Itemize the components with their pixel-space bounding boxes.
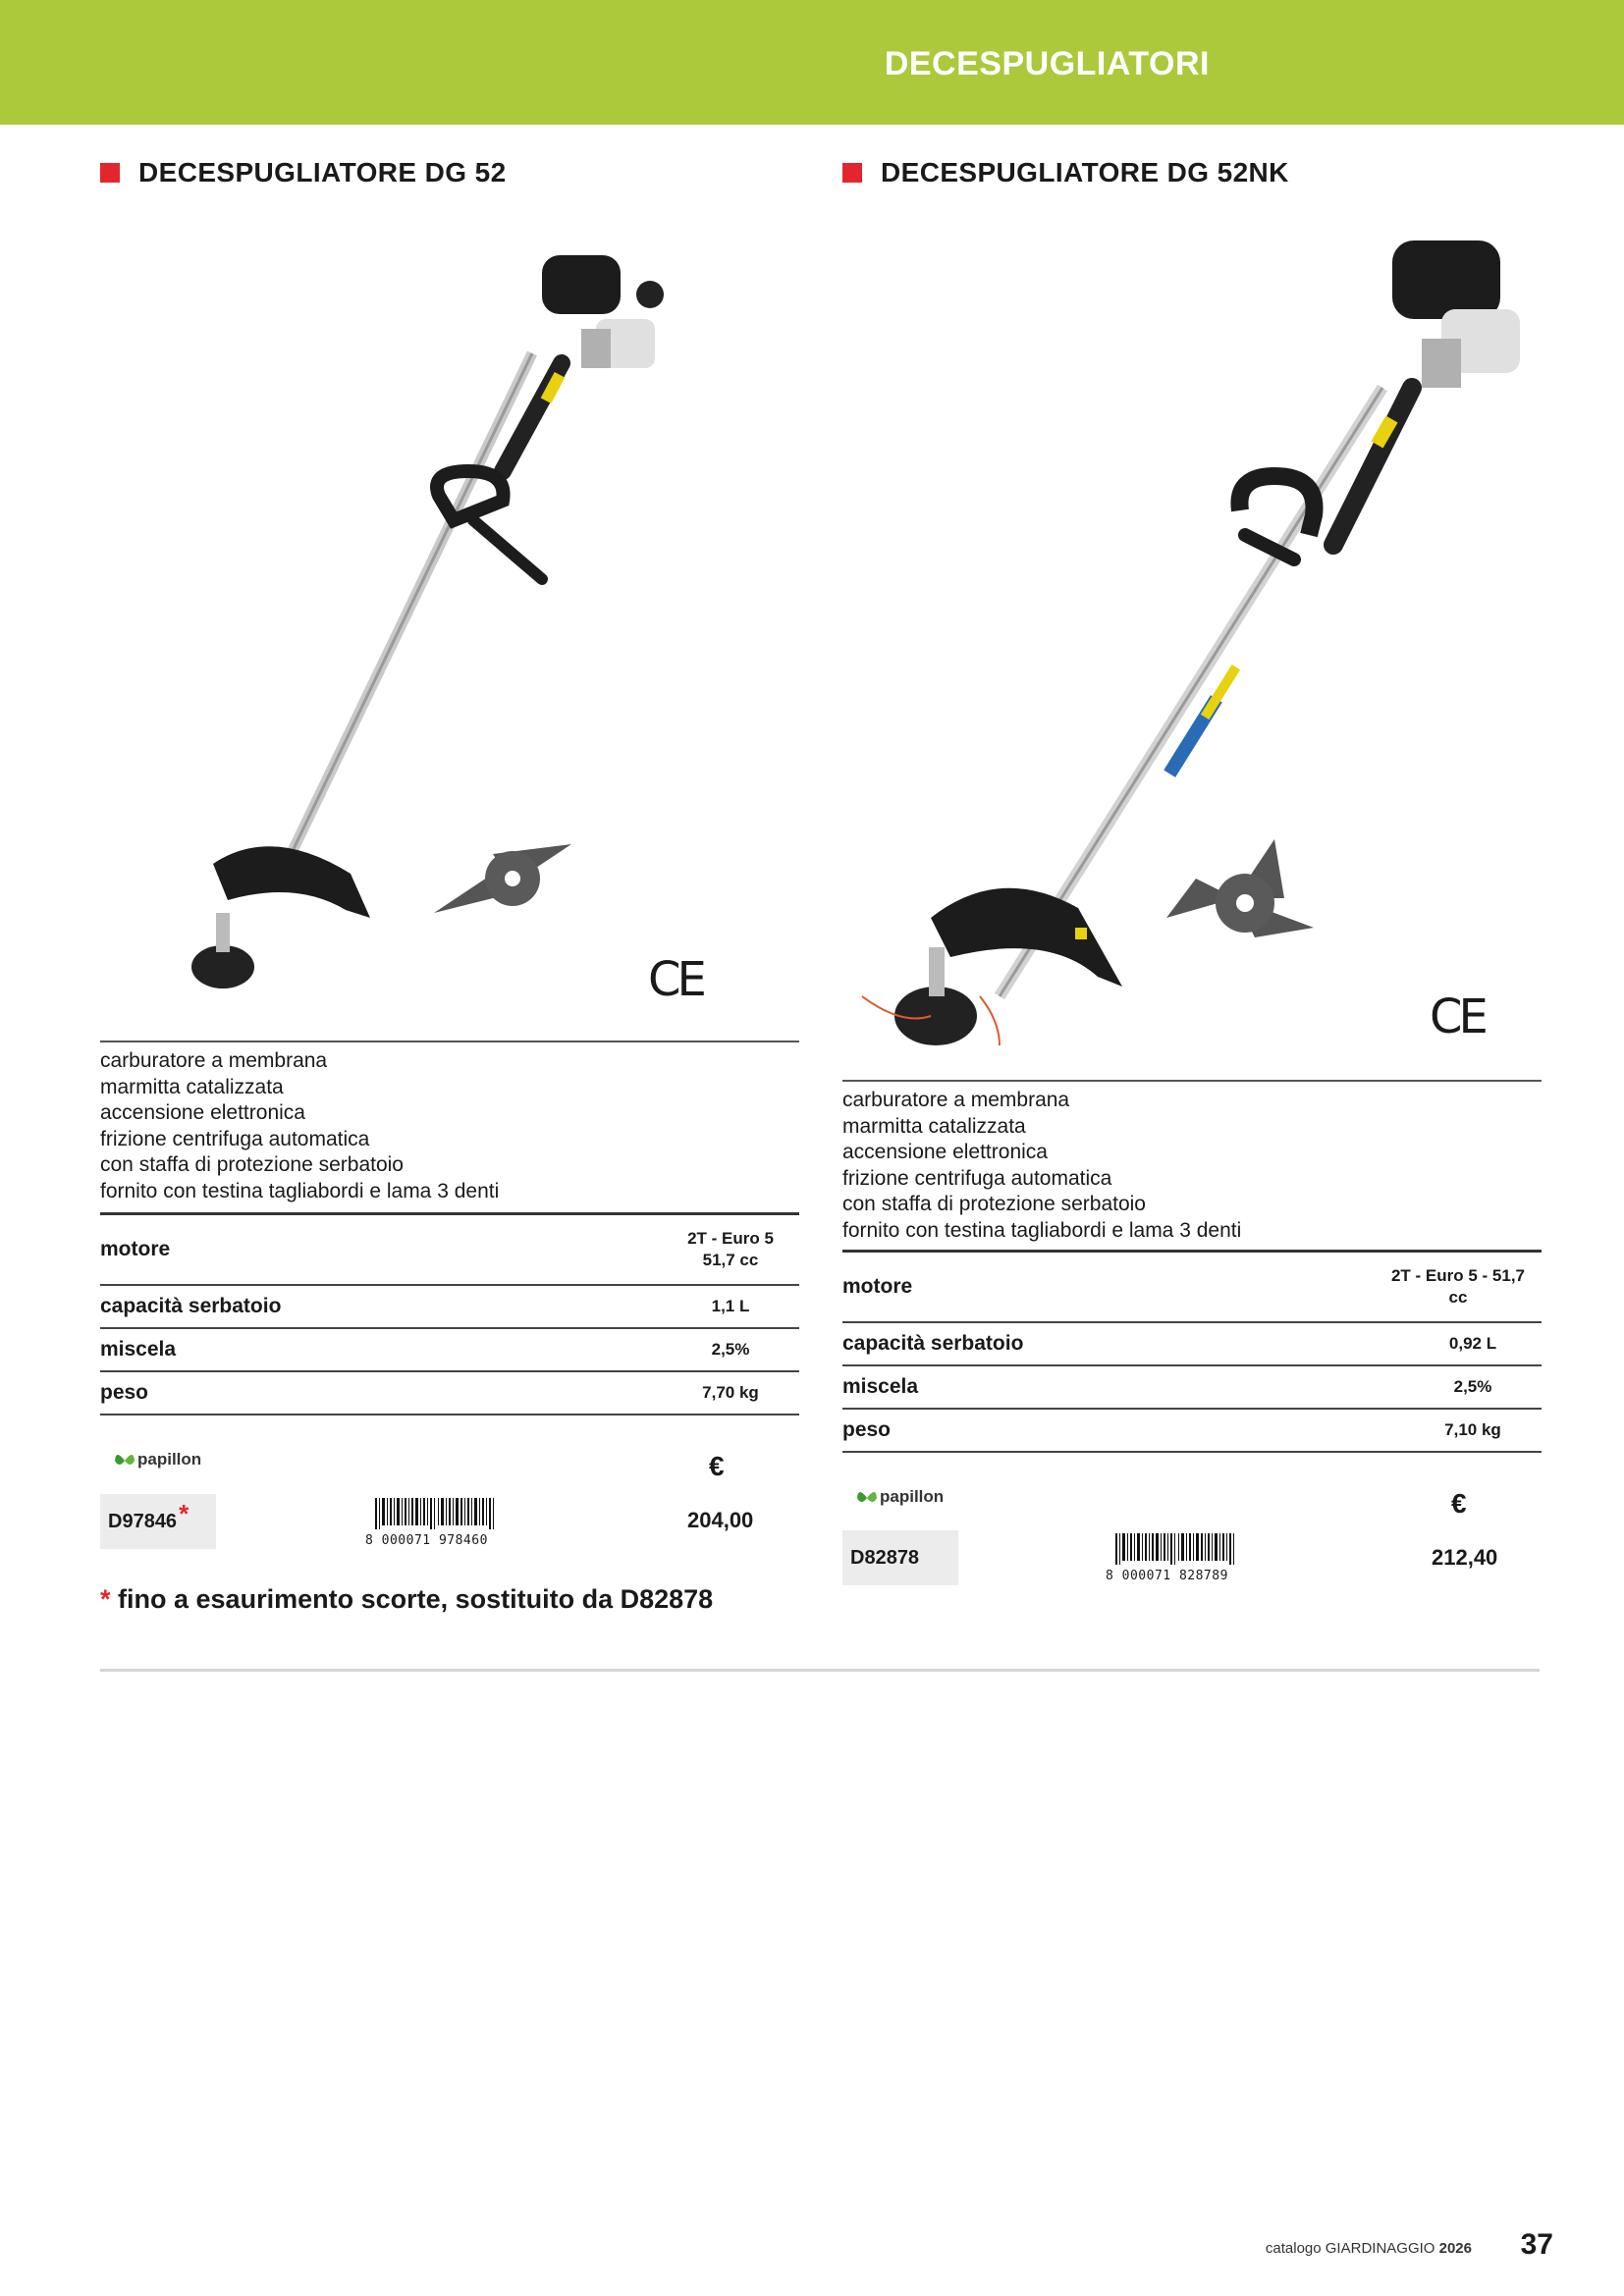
barcode-digits: 8 000071 978460 xyxy=(365,1533,488,1548)
barcode-bars xyxy=(365,1498,513,1529)
price: 212,40 xyxy=(1432,1545,1498,1570)
spec-row xyxy=(842,1366,1542,1410)
spec-value: 1,1 L xyxy=(711,1297,750,1315)
features-list xyxy=(842,1080,1542,1244)
product-title: DECESPUGLIATORE DG 52 xyxy=(138,157,507,187)
feature-item: con staffa di protezione serbatoio xyxy=(100,1153,404,1176)
brand-logo xyxy=(856,1486,944,1508)
specs-table xyxy=(100,1212,799,1415)
product-title-row xyxy=(100,157,507,188)
barcode xyxy=(1106,1533,1253,1583)
spec-label: miscela xyxy=(842,1375,919,1398)
spec-value: 0,92 L xyxy=(1448,1334,1497,1353)
feature-item: marmitta catalizzata xyxy=(842,1114,1026,1138)
spec-row xyxy=(842,1410,1542,1453)
barcode xyxy=(365,1498,513,1548)
brand-logo xyxy=(114,1449,201,1470)
section-title: DECESPUGLIATORI xyxy=(884,45,1210,82)
code-marker: * xyxy=(179,1498,189,1528)
product-dg52 xyxy=(100,0,799,1669)
product-dg52nk xyxy=(842,0,1542,1669)
ce-mark: CE xyxy=(1430,989,1485,1044)
product-title-row xyxy=(842,157,1289,188)
divider xyxy=(100,1669,1540,1672)
spec-row xyxy=(100,1329,799,1372)
feature-item: frizione centrifuga automatica xyxy=(842,1166,1112,1190)
brushcutter-image xyxy=(100,226,799,1031)
feature-item: con staffa di protezione serbatoio xyxy=(842,1193,1146,1215)
footnote-text: fino a esaurimento scorte, sostituito da D82878 xyxy=(118,1584,714,1614)
spec-label: capacità serbatoio xyxy=(100,1295,282,1317)
spec-value: 7,70 kg xyxy=(702,1383,759,1402)
footnote xyxy=(100,1584,713,1615)
spec-label: capacità serbatoio xyxy=(842,1332,1024,1355)
code-text: D97846 xyxy=(108,1510,178,1532)
code-text: D82878 xyxy=(850,1546,920,1569)
catalog-name: catalogo GIARDINAGGIO xyxy=(1265,2240,1435,2257)
brand-name: papillon xyxy=(137,1450,202,1468)
ce-mark: CE xyxy=(648,952,703,1007)
red-square-icon xyxy=(100,163,120,183)
spec-row xyxy=(100,1286,799,1329)
spec-value: 2T - Euro 5 51,7 cc xyxy=(687,1229,774,1269)
product-code xyxy=(100,1494,216,1549)
feature-item: frizione centrifuga automatica xyxy=(100,1127,370,1150)
feature-item: carburatore a membrana xyxy=(100,1049,328,1072)
spec-row xyxy=(842,1323,1542,1366)
barcode-bars xyxy=(1106,1533,1253,1565)
catalog-year: 2026 xyxy=(1438,2240,1472,2257)
spec-label: motore xyxy=(100,1238,171,1260)
brand-name: papillon xyxy=(880,1487,945,1506)
spec-row xyxy=(100,1372,799,1415)
feature-item: carburatore a membrana xyxy=(842,1089,1070,1111)
spec-row xyxy=(100,1215,799,1286)
spec-value: 2,5% xyxy=(711,1340,750,1359)
feature-item: accensione elettronica xyxy=(100,1101,305,1124)
feature-item: marmitta catalizzata xyxy=(100,1075,284,1098)
red-square-icon xyxy=(842,163,862,183)
features-list xyxy=(100,1041,799,1204)
brushcutter-image xyxy=(842,221,1542,1075)
spec-row xyxy=(842,1253,1542,1323)
product-code xyxy=(842,1530,958,1585)
spec-label: peso xyxy=(842,1418,892,1441)
footnote-marker: * xyxy=(100,1584,111,1614)
spec-value: 2,5% xyxy=(1453,1377,1492,1396)
page-number: 37 xyxy=(1520,2228,1553,2261)
feature-item: fornito con testina tagliabordi e lama 3 denti xyxy=(100,1179,500,1202)
butterfly-icon xyxy=(856,1486,878,1508)
specs-table xyxy=(842,1250,1542,1453)
spec-value: 2T - Euro 5 - 51,7 cc xyxy=(1390,1266,1526,1307)
spec-label: miscela xyxy=(100,1338,177,1361)
product-title: DECESPUGLIATORE DG 52NK xyxy=(881,157,1289,187)
currency-symbol: € xyxy=(709,1451,725,1481)
spec-value: 7,10 kg xyxy=(1444,1420,1501,1439)
barcode-digits: 8 000071 828789 xyxy=(1106,1569,1228,1583)
price: 204,00 xyxy=(687,1508,754,1532)
feature-item: accensione elettronica xyxy=(842,1141,1048,1163)
spec-label: motore xyxy=(842,1275,913,1298)
butterfly-icon xyxy=(114,1449,135,1470)
feature-item: fornito con testina tagliabordi e lama 3 denti xyxy=(842,1218,1242,1242)
currency-symbol: € xyxy=(1451,1488,1467,1519)
footer-catalog xyxy=(1266,2240,1472,2257)
spec-label: peso xyxy=(100,1381,149,1404)
